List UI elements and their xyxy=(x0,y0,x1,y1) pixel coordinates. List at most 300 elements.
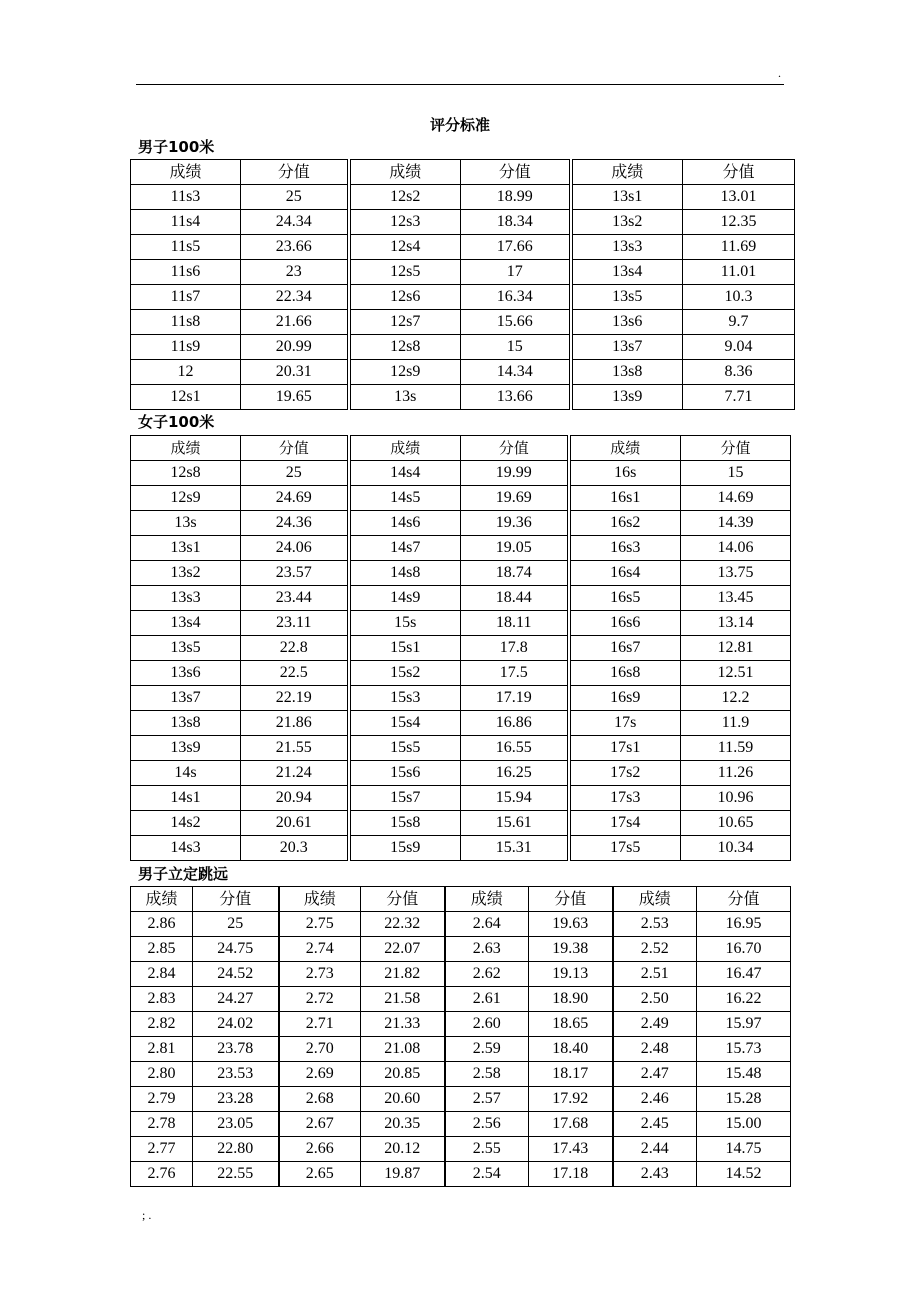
result-cell: 2.68 xyxy=(279,1087,361,1112)
score-cell: 21.08 xyxy=(361,1037,445,1062)
table-row xyxy=(131,260,795,285)
result-cell: 2.69 xyxy=(279,1062,361,1087)
result-cell: 2.84 xyxy=(131,962,193,987)
result-cell: 15s2 xyxy=(349,661,461,686)
result-cell: 2.48 xyxy=(613,1037,697,1062)
result-cell: 15s4 xyxy=(349,711,461,736)
column-header: 分值 xyxy=(697,887,791,912)
score-cell: 25 xyxy=(241,185,349,210)
table-row xyxy=(131,611,791,636)
column-header: 成绩 xyxy=(445,887,529,912)
table-row xyxy=(131,586,791,611)
document-title: 评分标准 xyxy=(429,116,490,134)
table-row xyxy=(131,1037,791,1062)
result-cell: 14s7 xyxy=(349,536,461,561)
table-row xyxy=(131,1062,791,1087)
result-cell: 13s9 xyxy=(131,736,241,761)
table-row xyxy=(131,235,795,260)
score-cell: 12.51 xyxy=(681,661,791,686)
column-header: 分值 xyxy=(529,887,613,912)
result-cell: 2.81 xyxy=(131,1037,193,1062)
score-cell: 11.26 xyxy=(681,761,791,786)
table-row xyxy=(131,511,791,536)
table-row xyxy=(131,736,791,761)
result-cell: 2.86 xyxy=(131,912,193,937)
score-cell: 23.53 xyxy=(193,1062,279,1087)
score-cell: 17.66 xyxy=(461,235,571,260)
score-cell: 18.90 xyxy=(529,987,613,1012)
score-cell: 19.38 xyxy=(529,937,613,962)
score-cell: 18.74 xyxy=(461,561,569,586)
score-cell: 13.01 xyxy=(683,185,795,210)
score-cell: 16.86 xyxy=(461,711,569,736)
result-cell: 12s9 xyxy=(131,486,241,511)
score-cell: 15.94 xyxy=(461,786,569,811)
result-cell: 2.51 xyxy=(613,962,697,987)
score-cell: 15.31 xyxy=(461,836,569,861)
result-cell: 15s1 xyxy=(349,636,461,661)
result-cell: 12s5 xyxy=(349,260,461,285)
score-cell: 14.06 xyxy=(681,536,791,561)
score-cell: 21.58 xyxy=(361,987,445,1012)
score-cell: 17.18 xyxy=(529,1162,613,1187)
result-cell: 2.66 xyxy=(279,1137,361,1162)
result-cell: 2.59 xyxy=(445,1037,529,1062)
column-header: 成绩 xyxy=(349,436,461,461)
column-header: 分值 xyxy=(683,160,795,185)
result-cell: 11s7 xyxy=(131,285,241,310)
result-cell: 11s4 xyxy=(131,210,241,235)
result-cell: 2.78 xyxy=(131,1112,193,1137)
score-cell: 18.17 xyxy=(529,1062,613,1087)
column-header: 成绩 xyxy=(279,887,361,912)
result-cell: 17s2 xyxy=(569,761,681,786)
result-cell: 16s9 xyxy=(569,686,681,711)
table-row xyxy=(131,210,795,235)
result-cell: 2.75 xyxy=(279,912,361,937)
result-cell: 12s9 xyxy=(349,360,461,385)
result-cell: 13s1 xyxy=(131,536,241,561)
table-row xyxy=(131,962,791,987)
result-cell: 13s8 xyxy=(571,360,683,385)
result-cell: 2.80 xyxy=(131,1062,193,1087)
result-cell: 12s3 xyxy=(349,210,461,235)
score-cell: 19.87 xyxy=(361,1162,445,1187)
score-cell: 22.34 xyxy=(241,285,349,310)
score-cell: 14.69 xyxy=(681,486,791,511)
score-cell: 15.00 xyxy=(697,1112,791,1137)
score-cell: 14.52 xyxy=(697,1162,791,1187)
score-cell: 7.71 xyxy=(683,385,795,410)
score-cell: 20.85 xyxy=(361,1062,445,1087)
result-cell: 16s2 xyxy=(569,511,681,536)
table-header-row xyxy=(131,436,791,461)
column-header: 成绩 xyxy=(571,160,683,185)
score-cell: 23 xyxy=(241,260,349,285)
result-cell: 14s1 xyxy=(131,786,241,811)
table-row xyxy=(131,461,791,486)
score-cell: 22.19 xyxy=(241,686,349,711)
score-cell: 22.55 xyxy=(193,1162,279,1187)
table-row xyxy=(131,385,795,410)
result-cell: 2.64 xyxy=(445,912,529,937)
result-cell: 2.67 xyxy=(279,1112,361,1137)
score-cell: 21.86 xyxy=(241,711,349,736)
score-cell: 19.69 xyxy=(461,486,569,511)
column-header: 分值 xyxy=(681,436,791,461)
result-cell: 17s1 xyxy=(569,736,681,761)
table-row xyxy=(131,937,791,962)
result-cell: 2.55 xyxy=(445,1137,529,1162)
score-cell: 20.35 xyxy=(361,1112,445,1137)
result-cell: 2.76 xyxy=(131,1162,193,1187)
score-cell: 10.65 xyxy=(681,811,791,836)
score-cell: 16.47 xyxy=(697,962,791,987)
result-cell: 2.56 xyxy=(445,1112,529,1137)
result-cell: 13s7 xyxy=(571,335,683,360)
score-cell: 10.34 xyxy=(681,836,791,861)
result-cell: 13s7 xyxy=(131,686,241,711)
column-header: 分值 xyxy=(361,887,445,912)
score-cell: 16.95 xyxy=(697,912,791,937)
score-cell: 24.02 xyxy=(193,1012,279,1037)
result-cell: 14s6 xyxy=(349,511,461,536)
score-cell: 20.3 xyxy=(241,836,349,861)
section-title-men-100m: 男子100米 xyxy=(138,138,215,156)
result-cell: 2.58 xyxy=(445,1062,529,1087)
result-cell: 12s2 xyxy=(349,185,461,210)
section-title-women-100m: 女子100米 xyxy=(138,413,215,431)
score-cell: 18.44 xyxy=(461,586,569,611)
score-cell: 20.12 xyxy=(361,1137,445,1162)
score-cell: 10.96 xyxy=(681,786,791,811)
result-cell: 2.71 xyxy=(279,1012,361,1037)
score-cell: 21.55 xyxy=(241,736,349,761)
score-cell: 11.69 xyxy=(683,235,795,260)
score-cell: 24.27 xyxy=(193,987,279,1012)
score-cell: 22.8 xyxy=(241,636,349,661)
score-cell: 21.33 xyxy=(361,1012,445,1037)
result-cell: 14s3 xyxy=(131,836,241,861)
result-cell: 15s3 xyxy=(349,686,461,711)
score-cell: 21.24 xyxy=(241,761,349,786)
result-cell: 2.79 xyxy=(131,1087,193,1112)
result-cell: 2.53 xyxy=(613,912,697,937)
result-cell: 2.52 xyxy=(613,937,697,962)
score-cell: 20.31 xyxy=(241,360,349,385)
score-cell: 20.99 xyxy=(241,335,349,360)
column-header: 分值 xyxy=(461,436,569,461)
score-cell: 23.28 xyxy=(193,1087,279,1112)
table-row xyxy=(131,636,791,661)
score-cell: 19.36 xyxy=(461,511,569,536)
table-row xyxy=(131,335,795,360)
result-cell: 2.46 xyxy=(613,1087,697,1112)
result-cell: 2.74 xyxy=(279,937,361,962)
result-cell: 17s3 xyxy=(569,786,681,811)
table-row xyxy=(131,1137,791,1162)
score-cell: 15.48 xyxy=(697,1062,791,1087)
result-cell: 11s3 xyxy=(131,185,241,210)
table-header-row xyxy=(131,160,795,185)
score-cell: 12.35 xyxy=(683,210,795,235)
result-cell: 16s5 xyxy=(569,586,681,611)
column-header: 分值 xyxy=(241,160,349,185)
score-cell: 17.5 xyxy=(461,661,569,686)
score-cell: 25 xyxy=(193,912,279,937)
result-cell: 2.44 xyxy=(613,1137,697,1162)
result-cell: 17s xyxy=(569,711,681,736)
result-cell: 14s2 xyxy=(131,811,241,836)
score-cell: 20.60 xyxy=(361,1087,445,1112)
score-cell: 15 xyxy=(461,335,571,360)
score-cell: 18.40 xyxy=(529,1037,613,1062)
header-mark: . xyxy=(778,66,781,80)
score-cell: 8.36 xyxy=(683,360,795,385)
result-cell: 2.60 xyxy=(445,1012,529,1037)
result-cell: 2.77 xyxy=(131,1137,193,1162)
result-cell: 13s2 xyxy=(131,561,241,586)
result-cell: 16s4 xyxy=(569,561,681,586)
result-cell: 13s4 xyxy=(131,611,241,636)
table-row xyxy=(131,1087,791,1112)
score-cell: 24.36 xyxy=(241,511,349,536)
table-men-standing-long-jump xyxy=(130,886,791,1187)
result-cell: 14s5 xyxy=(349,486,461,511)
table-row xyxy=(131,1112,791,1137)
column-header: 分值 xyxy=(241,436,349,461)
table-row xyxy=(131,185,795,210)
score-cell: 13.75 xyxy=(681,561,791,586)
score-cell: 16.34 xyxy=(461,285,571,310)
table-row xyxy=(131,912,791,937)
result-cell: 2.49 xyxy=(613,1012,697,1037)
table-row xyxy=(131,285,795,310)
table-row xyxy=(131,786,791,811)
score-cell: 22.32 xyxy=(361,912,445,937)
score-cell: 14.39 xyxy=(681,511,791,536)
result-cell: 13s xyxy=(131,511,241,536)
score-cell: 23.66 xyxy=(241,235,349,260)
result-cell: 12s1 xyxy=(131,385,241,410)
score-cell: 24.34 xyxy=(241,210,349,235)
column-header: 成绩 xyxy=(569,436,681,461)
score-cell: 23.11 xyxy=(241,611,349,636)
score-cell: 13.45 xyxy=(681,586,791,611)
result-cell: 16s3 xyxy=(569,536,681,561)
score-cell: 11.59 xyxy=(681,736,791,761)
column-header: 成绩 xyxy=(131,160,241,185)
score-cell: 16.25 xyxy=(461,761,569,786)
score-cell: 9.7 xyxy=(683,310,795,335)
table-row xyxy=(131,536,791,561)
score-cell: 18.65 xyxy=(529,1012,613,1037)
result-cell: 13s6 xyxy=(571,310,683,335)
result-cell: 2.43 xyxy=(613,1162,697,1187)
result-cell: 13s2 xyxy=(571,210,683,235)
result-cell: 15s8 xyxy=(349,811,461,836)
result-cell: 2.63 xyxy=(445,937,529,962)
result-cell: 12s4 xyxy=(349,235,461,260)
result-cell: 2.85 xyxy=(131,937,193,962)
result-cell: 14s4 xyxy=(349,461,461,486)
score-cell: 13.66 xyxy=(461,385,571,410)
result-cell: 2.83 xyxy=(131,987,193,1012)
score-cell: 15.61 xyxy=(461,811,569,836)
result-cell: 11s8 xyxy=(131,310,241,335)
score-cell: 22.5 xyxy=(241,661,349,686)
table-row xyxy=(131,310,795,335)
result-cell: 12s6 xyxy=(349,285,461,310)
result-cell: 12 xyxy=(131,360,241,385)
score-cell: 15.66 xyxy=(461,310,571,335)
score-cell: 10.3 xyxy=(683,285,795,310)
result-cell: 13s8 xyxy=(131,711,241,736)
result-cell: 13s1 xyxy=(571,185,683,210)
result-cell: 15s6 xyxy=(349,761,461,786)
column-header: 分值 xyxy=(461,160,571,185)
score-cell: 17.19 xyxy=(461,686,569,711)
result-cell: 2.65 xyxy=(279,1162,361,1187)
table-row xyxy=(131,486,791,511)
score-cell: 21.66 xyxy=(241,310,349,335)
table-row xyxy=(131,811,791,836)
score-cell: 11.9 xyxy=(681,711,791,736)
result-cell: 15s9 xyxy=(349,836,461,861)
result-cell: 13s9 xyxy=(571,385,683,410)
result-cell: 15s5 xyxy=(349,736,461,761)
score-cell: 22.80 xyxy=(193,1137,279,1162)
score-cell: 23.44 xyxy=(241,586,349,611)
score-cell: 24.52 xyxy=(193,962,279,987)
score-cell: 23.57 xyxy=(241,561,349,586)
result-cell: 15s xyxy=(349,611,461,636)
result-cell: 15s7 xyxy=(349,786,461,811)
score-cell: 18.11 xyxy=(461,611,569,636)
result-cell: 2.54 xyxy=(445,1162,529,1187)
result-cell: 11s5 xyxy=(131,235,241,260)
result-cell: 16s xyxy=(569,461,681,486)
score-cell: 20.61 xyxy=(241,811,349,836)
result-cell: 2.57 xyxy=(445,1087,529,1112)
result-cell: 13s6 xyxy=(131,661,241,686)
table-row xyxy=(131,561,791,586)
score-cell: 15.73 xyxy=(697,1037,791,1062)
score-cell: 9.04 xyxy=(683,335,795,360)
result-cell: 13s xyxy=(349,385,461,410)
score-cell: 20.94 xyxy=(241,786,349,811)
column-header: 成绩 xyxy=(131,436,241,461)
result-cell: 2.61 xyxy=(445,987,529,1012)
result-cell: 2.82 xyxy=(131,1012,193,1037)
result-cell: 13s5 xyxy=(131,636,241,661)
result-cell: 2.47 xyxy=(613,1062,697,1087)
score-cell: 25 xyxy=(241,461,349,486)
table-women-100m xyxy=(130,435,791,861)
footer-mark: ; . xyxy=(142,1208,152,1222)
table-row xyxy=(131,761,791,786)
score-cell: 12.2 xyxy=(681,686,791,711)
score-cell: 24.75 xyxy=(193,937,279,962)
score-cell: 23.05 xyxy=(193,1112,279,1137)
table-row xyxy=(131,686,791,711)
result-cell: 14s9 xyxy=(349,586,461,611)
result-cell: 13s4 xyxy=(571,260,683,285)
score-cell: 11.01 xyxy=(683,260,795,285)
score-cell: 17.92 xyxy=(529,1087,613,1112)
column-header: 分值 xyxy=(193,887,279,912)
result-cell: 17s5 xyxy=(569,836,681,861)
result-cell: 16s8 xyxy=(569,661,681,686)
score-cell: 16.70 xyxy=(697,937,791,962)
score-cell: 16.22 xyxy=(697,987,791,1012)
table-men-100m xyxy=(130,159,795,410)
score-cell: 24.69 xyxy=(241,486,349,511)
score-cell: 19.13 xyxy=(529,962,613,987)
result-cell: 13s5 xyxy=(571,285,683,310)
score-cell: 15.97 xyxy=(697,1012,791,1037)
result-cell: 14s xyxy=(131,761,241,786)
score-cell: 12.81 xyxy=(681,636,791,661)
score-cell: 14.75 xyxy=(697,1137,791,1162)
result-cell: 13s3 xyxy=(571,235,683,260)
result-cell: 2.45 xyxy=(613,1112,697,1137)
result-cell: 12s7 xyxy=(349,310,461,335)
header-rule xyxy=(136,84,784,85)
score-cell: 17 xyxy=(461,260,571,285)
score-cell: 17.68 xyxy=(529,1112,613,1137)
column-header: 成绩 xyxy=(613,887,697,912)
result-cell: 11s6 xyxy=(131,260,241,285)
result-cell: 2.70 xyxy=(279,1037,361,1062)
table-header-row xyxy=(131,887,791,912)
score-cell: 15.28 xyxy=(697,1087,791,1112)
score-cell: 24.06 xyxy=(241,536,349,561)
table-row xyxy=(131,1012,791,1037)
result-cell: 16s6 xyxy=(569,611,681,636)
score-cell: 19.65 xyxy=(241,385,349,410)
result-cell: 2.50 xyxy=(613,987,697,1012)
score-cell: 21.82 xyxy=(361,962,445,987)
result-cell: 11s9 xyxy=(131,335,241,360)
table-row xyxy=(131,360,795,385)
column-header: 成绩 xyxy=(131,887,193,912)
result-cell: 16s1 xyxy=(569,486,681,511)
table-row xyxy=(131,987,791,1012)
score-cell: 18.99 xyxy=(461,185,571,210)
result-cell: 2.62 xyxy=(445,962,529,987)
result-cell: 17s4 xyxy=(569,811,681,836)
table-row xyxy=(131,836,791,861)
table-row xyxy=(131,661,791,686)
score-cell: 19.99 xyxy=(461,461,569,486)
table-row xyxy=(131,1162,791,1187)
score-cell: 23.78 xyxy=(193,1037,279,1062)
score-cell: 13.14 xyxy=(681,611,791,636)
score-cell: 16.55 xyxy=(461,736,569,761)
result-cell: 2.73 xyxy=(279,962,361,987)
score-cell: 17.8 xyxy=(461,636,569,661)
section-title-men-standing-long-jump: 男子立定跳远 xyxy=(138,865,229,883)
result-cell: 2.72 xyxy=(279,987,361,1012)
score-cell: 14.34 xyxy=(461,360,571,385)
result-cell: 12s8 xyxy=(349,335,461,360)
score-cell: 17.43 xyxy=(529,1137,613,1162)
score-cell: 15 xyxy=(681,461,791,486)
score-cell: 19.63 xyxy=(529,912,613,937)
table-row xyxy=(131,711,791,736)
column-header: 成绩 xyxy=(349,160,461,185)
